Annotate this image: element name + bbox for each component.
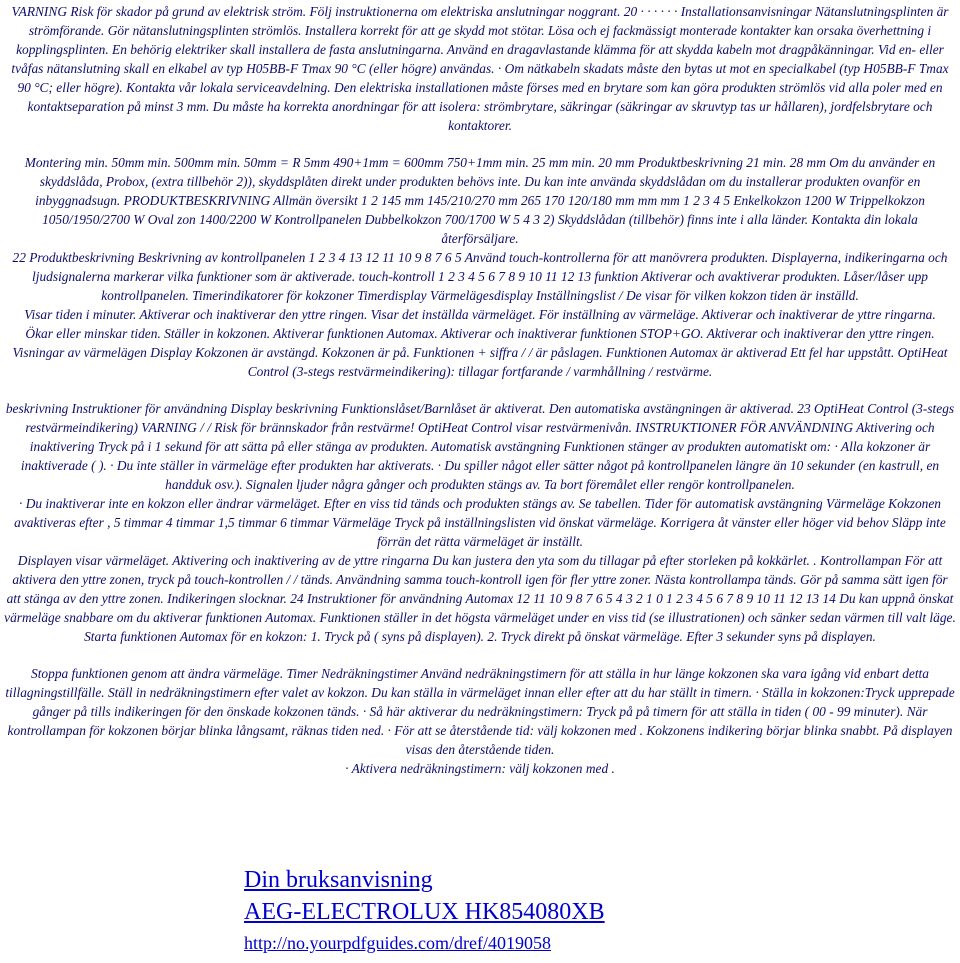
paragraph-outer-rings-automax: Displayen visar värmeläget. Aktivering och inaktivering av de yttre ringarna Du kan justera den yta som du tillagar på efter storleken på kokkärlet. . Kontrollampan För att aktivera den yttre zonen, tryck på touch-kontrollen / / tänds. Användning samma touch-kontroll igen för fler yttre zoner. Nästa kontrollampa tänds. Gör på samma sätt igen för att stänga av den yttre zonen. Indikeringen slocknar. 24 Instruktioner för användning Automax 12 11 10 9 8 7 6 5 4 3 2 1 0 1 2 3 4 5 6 7 8 9 10 11 12 13 14 Du kan uppnå önskat värmeläge snabbare om du aktiverar funktionen Automax. Funktionen ställer in det högsta värmeläget under en viss tid (se illustrationen) och sänker sedan värmen till valt läge. Starta funktionen Automax för en kokzon: 1. Tryck på ( syns på displayen). 2. Tryck direkt på önskat värmeläge. Efter 3 sekunder syns på displayen. — [4, 553, 956, 644]
paragraph-auto-off: · Du inaktiverar inte en kokzon eller ändrar värmeläget. Efter en viss tid tänds och produkten stängs av. Se tabellen. Tider för automatisk avstängning Värmeläge Kokzonen avaktiveras efter , 5 timmar 4 timmar 1,5 timmar 6 timmar Värmeläge Tryck på inställningslisten vid önskat värmeläge. Korrigera åt vänster eller höger vid behov Släpp inte förrän det rätta värmeläget är inställt. — [14, 496, 946, 549]
manual-link[interactable]: Din bruksanvisning — [244, 867, 433, 893]
footer-links — [244, 864, 605, 956]
paragraph-usage-instructions: beskrivning Instruktioner för användning Display beskrivning Funktionslåset/Barnlåset är aktiverat. Den automatiska avstängningen är aktiverad. 23 OptiHeat Control (3-stegs restvärmeindikering) VARNING / / Risk för brännskador från restvärme! OptiHeat Control visar restvärmenivån. INSTRUKTIONER FÖR ANVÄNDNING Aktivering och inaktivering Tryck på i 1 sekund för att sätta på eller stänga av produkten. Automatisk avstängning Funktionen stänger av produkten automatiskt om: · Alla kokzoner är inaktiverade ( ). · Du inte ställer in värmeläge efter produkten har aktiverats. · Du spiller något eller sätter något på kontrollpanelen längre än 10 sekunder (en kastrull, en handduk osv.). Signalen ljuder några gånger och produkten stängs av. Ta bort föremålet eller rengör kontrollpanelen. — [5, 401, 955, 492]
paragraph-activate-timer: · Aktivera nedräkningstimern: välj kokzonen med . — [345, 761, 615, 776]
product-link[interactable]: AEG-ELECTROLUX HK854080XB — [244, 899, 605, 925]
paragraph-heat-settings: Ökar eller minskar tiden. Ställer in kokzonen. Aktiverar funktionen Automax. Aktiverar och inaktiverar funktionen STOP+GO. Aktiverar och inaktiverar den yttre ringen. Visningar av värmelägen Display Kokzonen är avstängd. Kokzonen är på. Funktionen + siffra / / är påslagen. Funktionen Automax är aktiverad Ett fel har uppstått. OptiHeat Control (3-stegs restvärmeindikering): tillagar fortfarande / varmhållning / restvärme. — [12, 326, 948, 379]
paragraph-timer: Stoppa funktionen genom att ändra värmeläge. Timer Nedräkningstimer Använd nedräkningstimern för att ställa in hur länge kokzonen ska vara igång vid enbart detta tillagningstillfälle. Ställ in nedräkningstimern efter valet av kokzon. Du kan ställa in värmeläget innan eller efter att du har ställt in timern. · Ställa in kokzonen:Tryck upprepade gånger på tills indikeringen för den önskade kokzonen tänds. · Så här aktiverar du nedräkningstimern: Tryck på på timern för att ställa in tiden ( 00 - 99 minuter). När kontrollampan för kokzonen börjar blinka långsamt, räknas tiden ned. · För att se återstående tid: välj kokzonen med . Kokzonens indikering börjar blinka snabbt. På displayen visas den återstående tiden. — [5, 666, 955, 757]
url-link[interactable]: http://no.yourpdfguides.com/dref/4019058 — [244, 933, 551, 953]
paragraph-display-time: Visar tiden i minuter. Aktiverar och inaktiverar den yttre ringen. Visar det inställda värmeläget. För inställning av värmeläge. Aktiverar och inaktiverar de yttre ringarna. — [24, 307, 936, 322]
paragraph-mounting: Montering min. 50mm min. 500mm min. 50mm = R 5mm 490+1mm = 600mm 750+1mm min. 25 mm min. 20 mm Produktbeskrivning 21 min. 28 mm Om du använder en skyddslåda, Probox, (extra tillbehör 2)), skyddsplåten direkt under produkten behövs inte. Du kan inte använda skyddslådan om du installerar produkten ovanför en inbyggnadsugn. PRODUKTBESKRIVNING Allmän översikt 1 2 145 mm 145/210/270 mm 265 170 120/180 mm mm mm 1 2 3 4 5 Enkelkokzon 1200 W Trippelkokzon 1050/1950/2700 W Oval zon 1400/2200 W Kontrollpanelen Dubbelkokzon 700/1700 W 5 4 3 2) Skyddslådan (tillbehör) finns inte i alla länder. Kontakta din lokala återförsäljare. — [24, 155, 936, 246]
paragraph-control-panel: 22 Produktbeskrivning Beskrivning av kontrollpanelen 1 2 3 4 13 12 11 10 9 8 7 6 5 Använd touch-kontrollerna för att manövrera produkten. Displayerna, indikeringarna och ljudsignalerna markerar vilka funktioner som är aktiverade. touch-kontroll 1 2 3 4 5 6 7 8 9 10 11 12 13 funktion Aktiverar och avaktiverar produkten. Låser/låser upp kontrollpanelen. Timerindikatorer för kokzoner Timerdisplay Värmelägesdisplay Inställningslist / De visar för vilken kokzon tiden är inställd. — [12, 250, 948, 303]
paragraph-installation-warning: VARNING Risk för skador på grund av elektrisk ström. Följ instruktionerna om elektriska anslutningar noggrant. 20 · · · · · · Installationsanvisningar Nätanslutningsplinten är strömförande. Gör nätanslutningsplinten strömlös. Installera korrekt för att ge skydd mot stötar. Lösa och ej fackmässigt monterade kontakter kan orsaka överhettning i kopplingsplinten. En behörig elektriker skall installera de fasta anslutningarna. Använd en dragavlastande klämma för att skydda kabeln mot dragpåkänningar. Vid en- eller tvåfas nätanslutning skall en elkabel av typ H05BB-F Tmax 90 °C (eller högre) användas. · Om nätkabeln skadats måste den bytas ut mot en specialkabel (typ H05BB-F Tmax 90 °C; eller högre). Kontakta vår lokala serviceavdelning. Den elektriska installationen måste förses med en brytare som kan göra produkten strömlös vid alla poler med en kontaktseparation på minst 3 mm. Du måste ha korrekta anordningar för att isolera: strömbrytare, säkringar (säkringar av skruvtyp tas ur hållaren), jordfelsbrytare och kontaktorer. — [11, 4, 949, 133]
